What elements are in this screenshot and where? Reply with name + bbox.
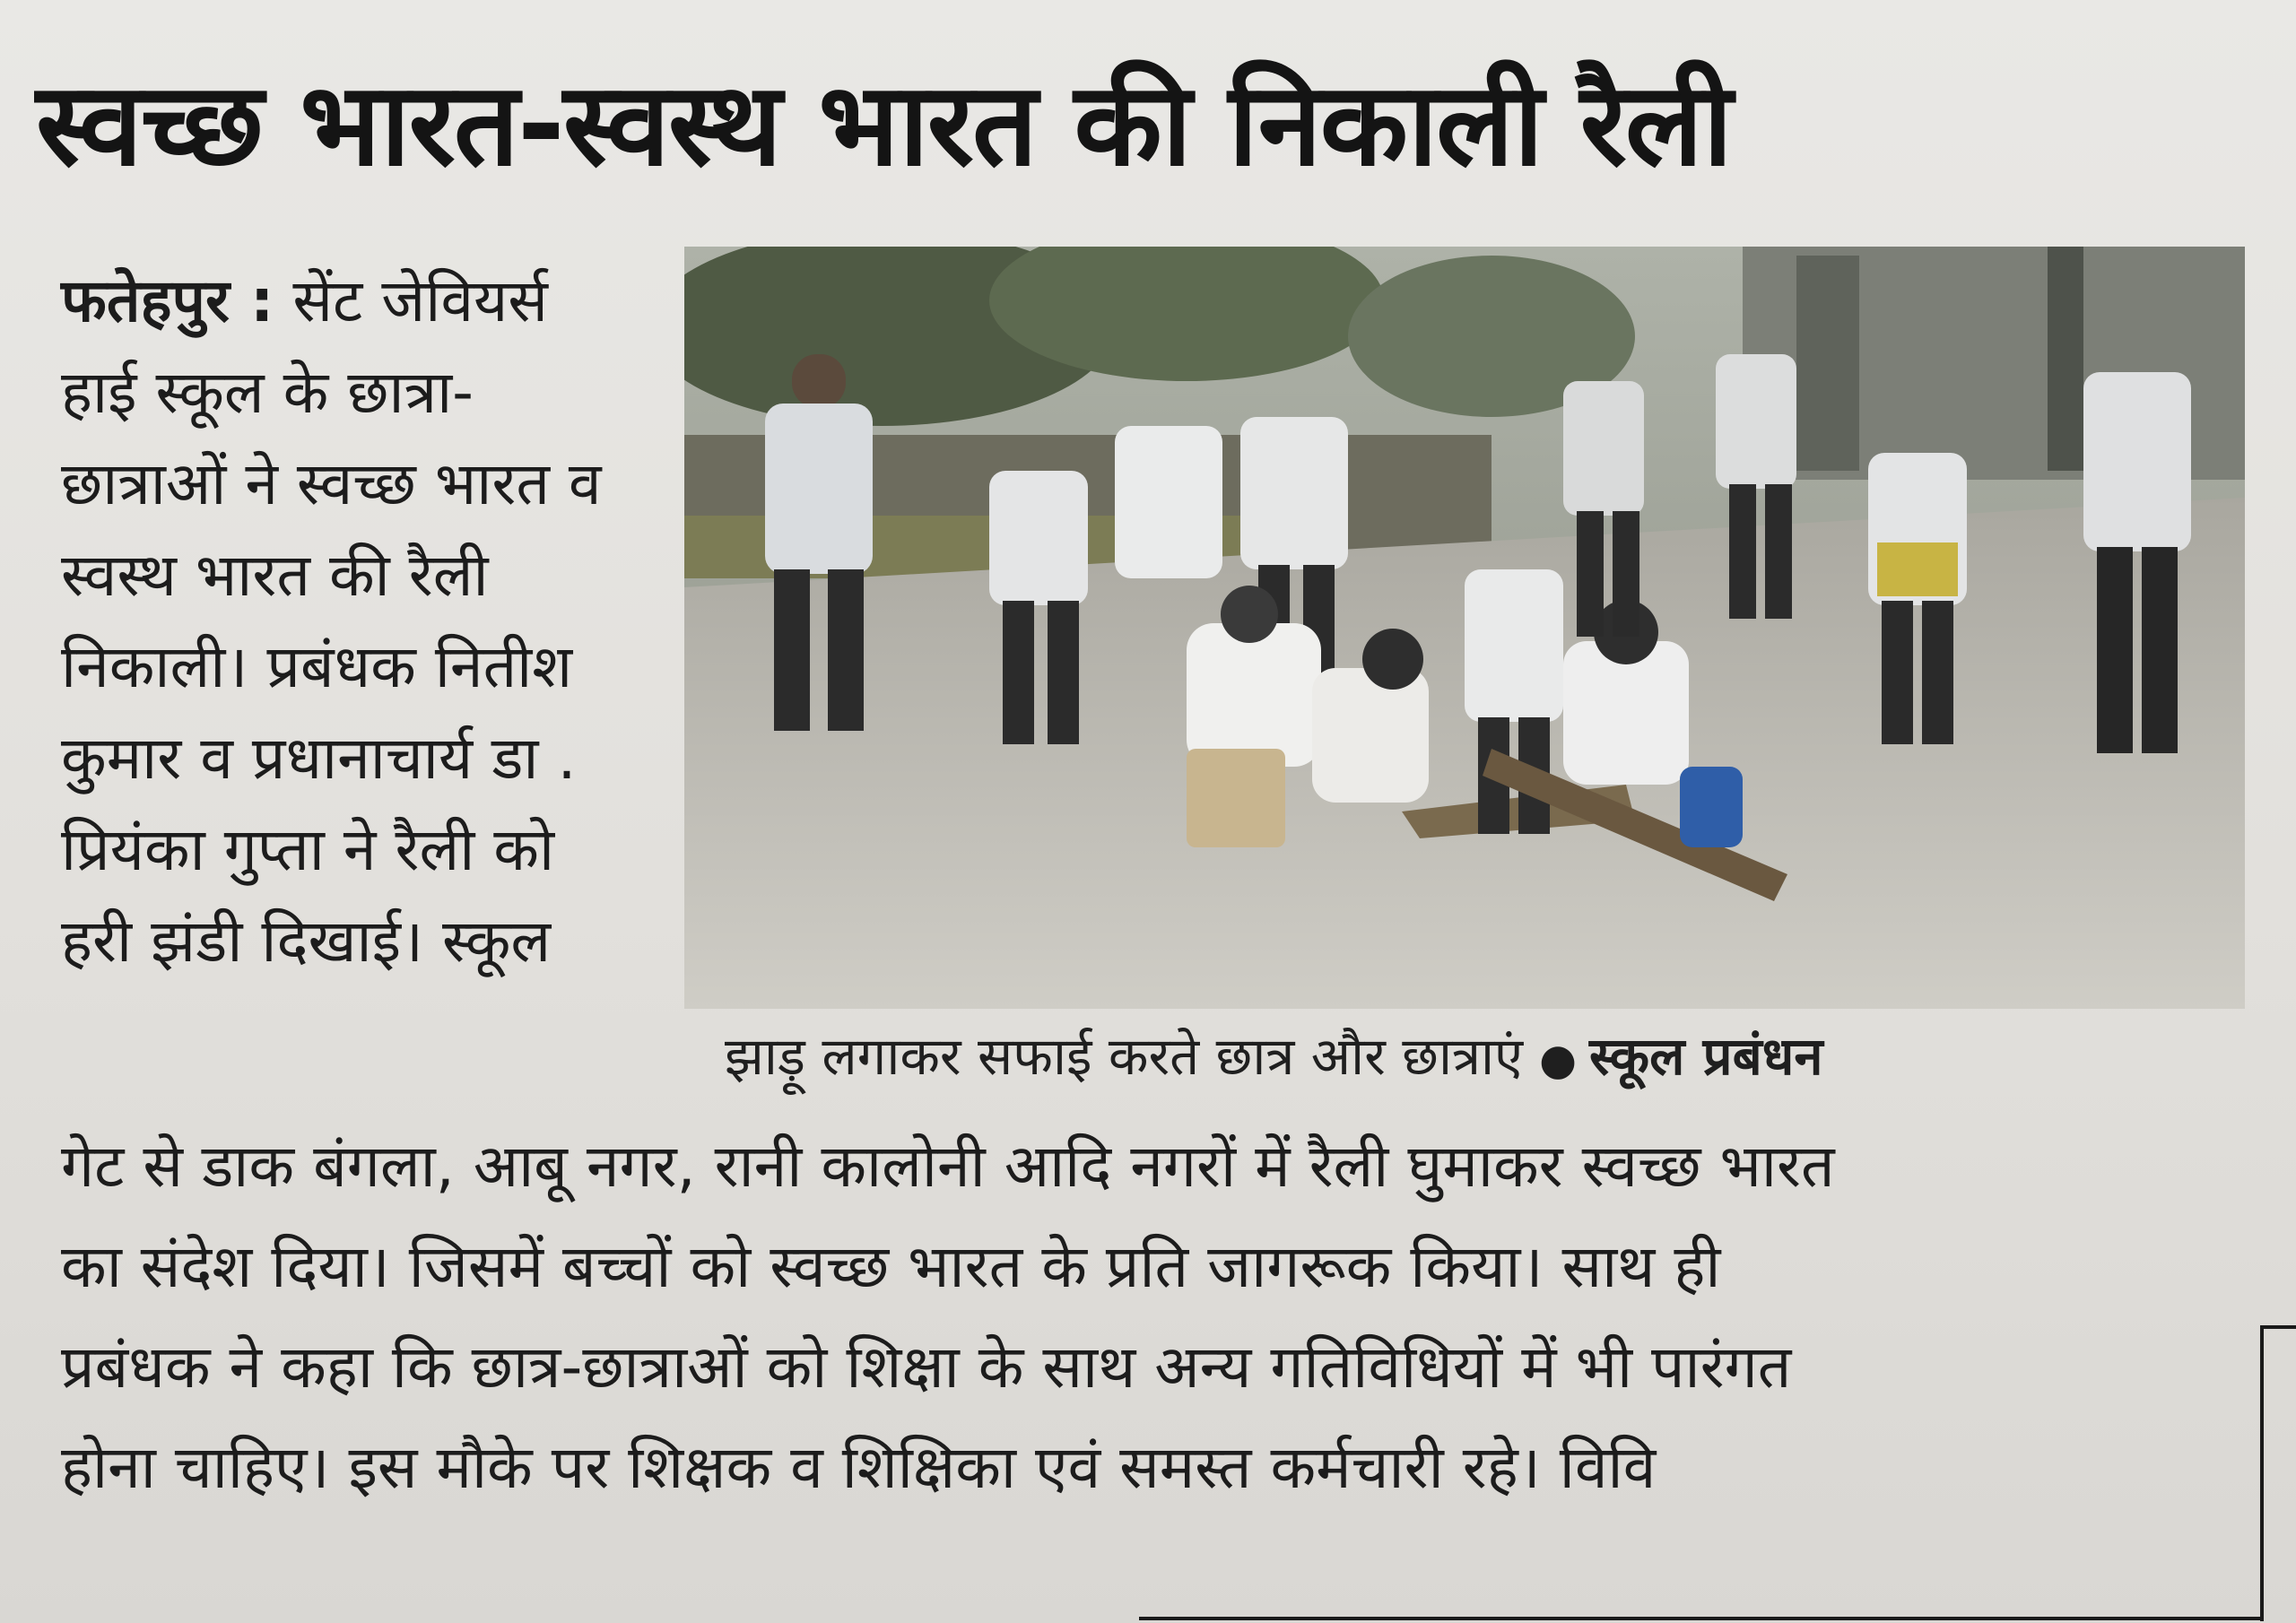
photo-caption (725, 1011, 2249, 1105)
body-line: होना चाहिए। इस मौके पर शिक्षक व शिक्षिका एवं समस्त कर्मचारी रहे। विवि (61, 1433, 1657, 1502)
article-line: प्रियंका गुप्ता ने रैली को (61, 815, 555, 884)
article-line: स्वस्थ भारत की रैली (61, 541, 489, 610)
column-rule (2260, 1325, 2264, 1621)
article-body (61, 1116, 2249, 1518)
article-line: छात्राओं ने स्वच्छ भारत व (61, 449, 602, 518)
body-line: प्रबंधक ने कहा कि छात्र-छात्राओं को शिक्षा के साथ अन्य गतिविधियों में भी पारंगत (61, 1332, 1792, 1402)
body-line: का संदेश दिया। जिसमें बच्चों को स्वच्छ भारत के प्रति जागरूक किया। साथ ही (61, 1232, 1721, 1301)
caption-text: झाड़ू लगाकर सफाई करते छात्र और छात्राएं (725, 1026, 1524, 1087)
article-line (61, 256, 689, 347)
bullet-icon: ● (1539, 1034, 1577, 1085)
cleanliness-drive-photo (684, 247, 2245, 1009)
article-line: हरी झंडी दिखाई। स्कूल (61, 907, 552, 976)
photo-credit: स्कूल प्रबंधन (1588, 1026, 1823, 1087)
article-line: निकाली। प्रबंधक नितीश (61, 632, 573, 701)
article-column (61, 256, 689, 987)
article-line: कुमार व प्रधानाचार्य डा . (61, 724, 577, 793)
news-photo (684, 247, 2245, 1009)
body-line: गेट से डाक बंगला, आबू नगर, रानी कालोनी आदि नगरों में रैली घुमाकर स्वच्छ भारत (61, 1132, 1835, 1201)
column-rule (1139, 1617, 2264, 1620)
column-rule (2260, 1325, 2296, 1329)
article-line: हाई स्कूल के छात्रा- (61, 358, 474, 427)
article-line-text: सेंट जेवियर्स (292, 266, 548, 335)
headline: स्वच्छ भारत-स्वस्थ भारत की निकाली रैली (36, 58, 1731, 192)
dateline: फतेहपुर : (61, 266, 274, 335)
